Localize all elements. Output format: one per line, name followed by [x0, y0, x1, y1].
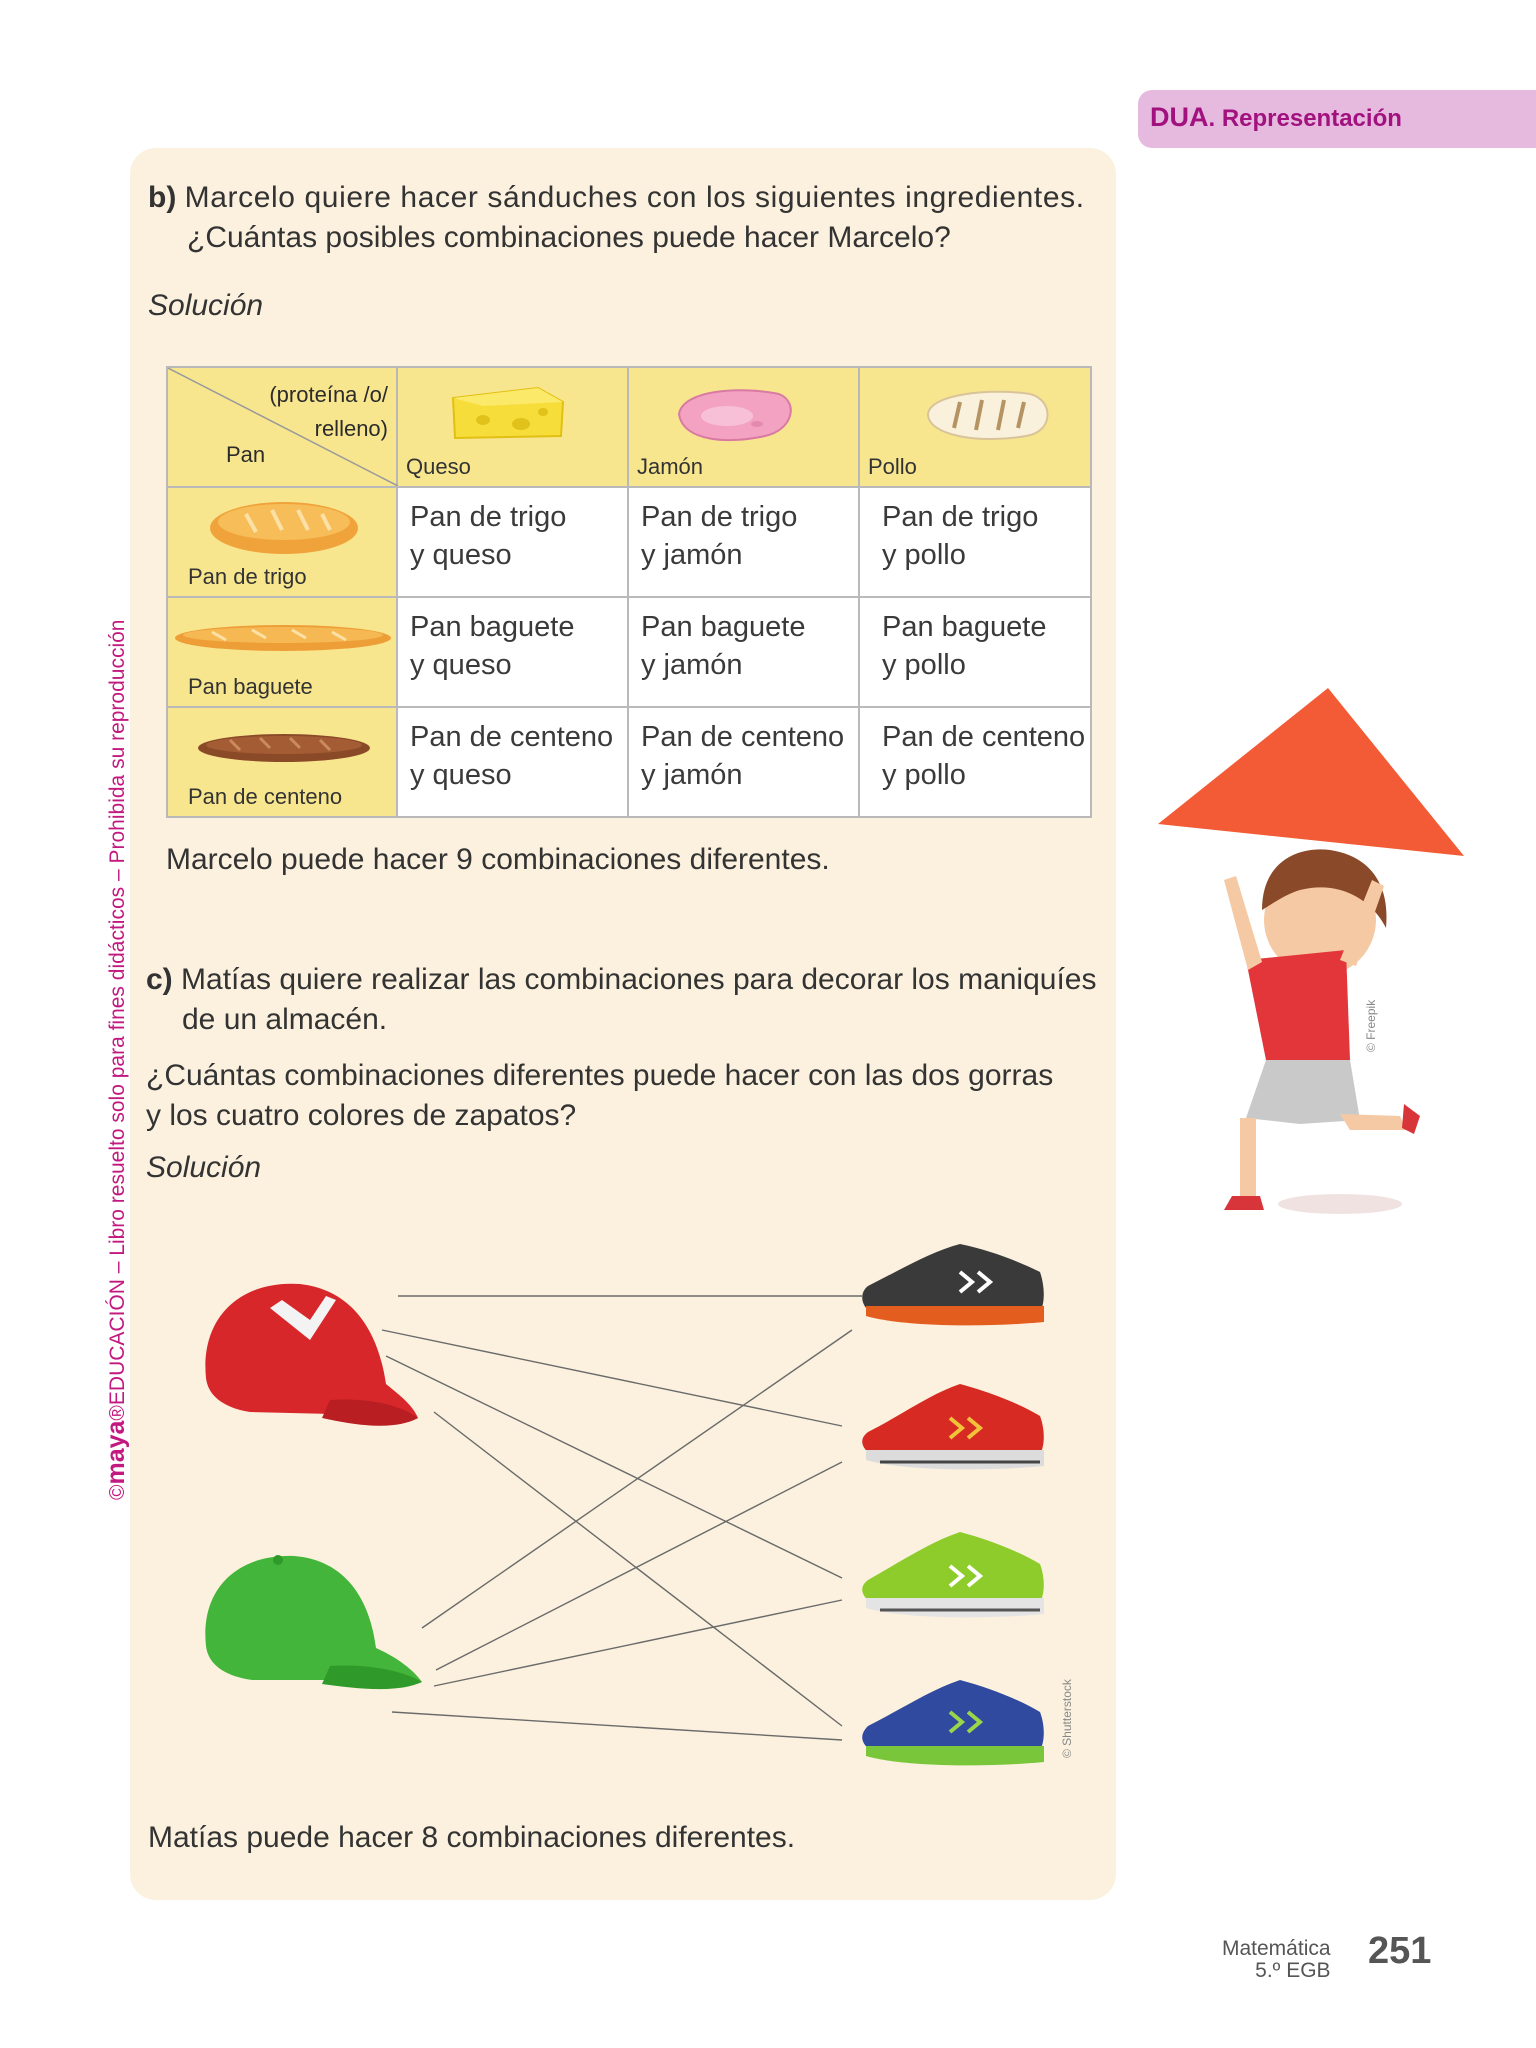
registered-mark: ® [106, 1405, 129, 1421]
freepik-credit: © Freepik [1364, 999, 1378, 1052]
question-c-line1: Matías quiere realizar las combinaciones para decorar los maniquíes [181, 963, 1097, 996]
cell-line1: Pan de centeno [882, 721, 1086, 753]
line-red-red [382, 1330, 842, 1426]
copyright-symbol: © [106, 1484, 129, 1500]
dua-subtitle: . Representación [1208, 105, 1402, 132]
answer-b: Marcelo puede hacer 9 combinaciones diferentes. [166, 843, 830, 876]
line-red-blue [434, 1412, 842, 1726]
row-label-pan-trigo: Pan de trigo [188, 564, 307, 589]
dua-title: DUA [1150, 102, 1209, 132]
red-cap-icon [205, 1284, 418, 1426]
cell-line2: y queso [410, 649, 512, 681]
line-green-blue [392, 1712, 842, 1740]
cell-line1: Pan de trigo [410, 501, 567, 533]
cell-line2: y jamón [641, 539, 743, 571]
column-label-queso: Queso [406, 454, 471, 479]
cell-line2: y pollo [882, 649, 966, 681]
question-c-label: c) [146, 963, 173, 996]
cell-line1: Pan de trigo [641, 501, 798, 533]
cell-line1: Pan baguete [882, 611, 1047, 643]
row-label-pan-baguete: Pan baguete [188, 674, 313, 699]
cell-line1: Pan de trigo [882, 501, 1039, 533]
corner-label-top1: (proteína /o/ [269, 382, 388, 407]
line-green-green [434, 1600, 842, 1686]
column-label-jamon: Jamón [637, 454, 704, 479]
cell-line2: y pollo [882, 759, 966, 791]
cell-line1: Pan de centeno [641, 721, 845, 753]
cell-line2: y jamón [641, 759, 743, 791]
answer-c: Matías puede hacer 8 combinaciones diferentes. [148, 1821, 796, 1854]
footer-subject [1222, 1938, 1331, 1982]
blue-shoe-icon [862, 1680, 1044, 1765]
column-label-pollo: Pollo [868, 454, 917, 479]
question-b-label: b) [148, 181, 177, 214]
line-green-black [422, 1330, 852, 1628]
cell-line1: Pan baguete [641, 611, 806, 643]
connector-lines [382, 1296, 862, 1740]
cell-line2: y jamón [641, 649, 743, 681]
cell-line1: Pan baguete [410, 611, 575, 643]
corner-label-pan: Pan [226, 442, 266, 467]
red-shoe-icon [862, 1384, 1044, 1469]
row-label-pan-centeno: Pan de centeno [188, 784, 343, 809]
black-orange-shoe-icon [862, 1244, 1044, 1325]
brand-logo: maya [102, 1420, 130, 1485]
question-c2-line1: ¿Cuántas combinaciones diferentes puede hacer con las dos gorras [146, 1059, 1054, 1092]
page-number: 251 [1368, 1930, 1432, 1972]
cell-line1: Pan de centeno [410, 721, 614, 753]
copyright-text: EDUCACIÓN – Libro resuelto solo para fines didácticos – Prohibida su reproducción [106, 619, 129, 1406]
line-green-red [436, 1462, 842, 1670]
corner-label-top2: relleno) [314, 416, 388, 441]
footer-grade: 5.º EGB [1255, 1959, 1331, 1982]
boy-triangle-illustration [1158, 688, 1464, 1214]
cell-line2: y queso [410, 539, 512, 571]
solution-c-label: Solución [146, 1151, 262, 1184]
question-c-line2: de un almacén. [182, 1003, 388, 1036]
question-c2-line2: y los cuatro colores de zapatos? [146, 1099, 577, 1132]
footer-subject-name: Matemática [1222, 1937, 1331, 1960]
cell-line2: y pollo [882, 539, 966, 571]
question-b-line1: Marcelo quiere hacer sánduches con los siguientes ingredientes. [184, 181, 1085, 214]
triangle-icon [1158, 688, 1464, 856]
green-cap-icon [205, 1555, 422, 1689]
green-shoe-icon [862, 1532, 1044, 1617]
cell-line2: y queso [410, 759, 512, 791]
line-red-green [386, 1356, 842, 1578]
solution-b-label: Solución [148, 289, 264, 322]
question-b-line2: ¿Cuántas posibles combinaciones puede hacer Marcelo? [187, 221, 951, 254]
shutterstock-credit: © Shutterstock [1060, 1679, 1074, 1758]
